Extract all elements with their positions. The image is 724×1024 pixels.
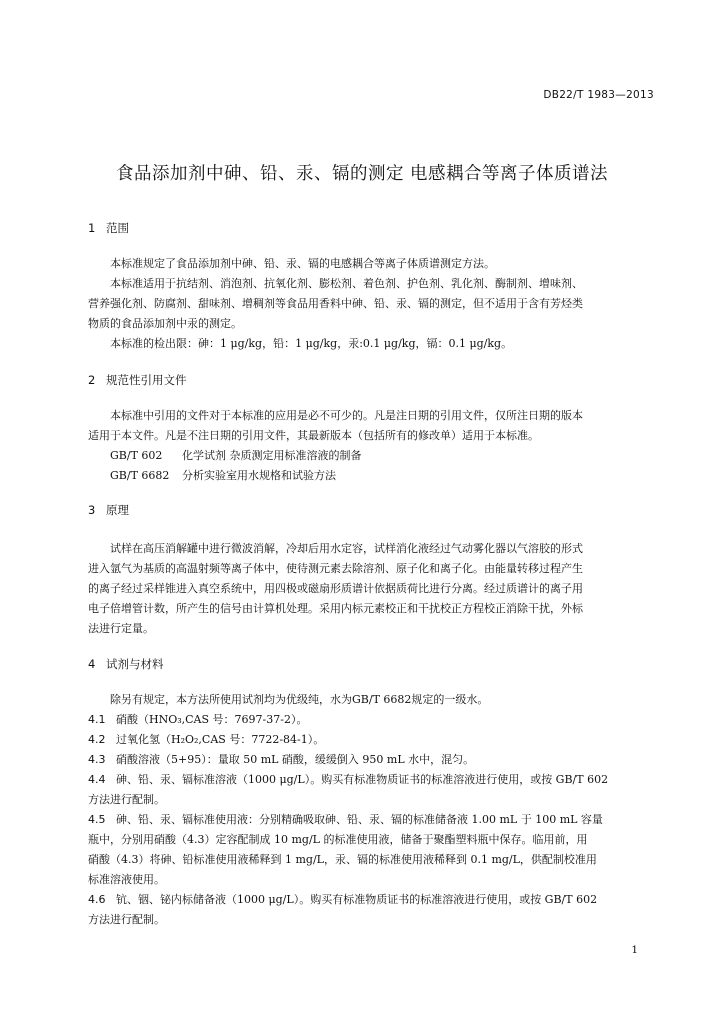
paragraph-line: 除另有规定，本方法所使用试剂均为优级纯，水为GB/T 6682规定的一级水。: [110, 693, 489, 706]
standard-code: DB22/T 1983—2013: [543, 89, 654, 101]
section-scope: [88, 218, 658, 354]
reagent-item: [88, 890, 658, 910]
reference-item: [88, 446, 658, 466]
item-continuation: 瓶中，分别用硝酸（4.3）定容配制成 10 mg/L 的标准使用液，储备于聚酯塑料瓶中保存。临用前，用: [88, 833, 588, 846]
item-number: 4.6: [88, 893, 106, 906]
item-number: 4.5: [88, 813, 106, 826]
section-title: 范围: [106, 221, 129, 235]
section-heading: [88, 218, 658, 238]
item-text: 硝酸溶液（5+95）：量取 50 mL 硝酸，缓缓倒入 950 mL 水中，混匀。: [116, 753, 475, 766]
item-number: 4.1: [88, 713, 106, 726]
section-title: 规范性引用文件: [106, 373, 187, 387]
section-heading: [88, 370, 658, 390]
section-number: 4: [88, 657, 96, 671]
paragraph-line: 物质的食品添加剂中汞的测定。: [88, 317, 242, 330]
section-number: 1: [88, 221, 96, 235]
reference-code: GB/T 6682: [110, 469, 170, 482]
reagent-item: [88, 810, 658, 830]
section-number: 2: [88, 373, 96, 387]
section-body: [88, 406, 658, 486]
reagent-item: [88, 750, 658, 770]
section-body: [88, 539, 658, 639]
item-continuation: 方法进行配制。: [88, 793, 165, 806]
paragraph-line: 适用于本文件。凡是不注日期的引用文件，其最新版本（包括所有的修改单）适用于本标准。: [88, 429, 539, 442]
item-number: 4.4: [88, 773, 106, 786]
item-number: 4.2: [88, 733, 106, 746]
item-text: 硝酸（HNO₃,CAS 号：7697-37-2）。: [116, 713, 308, 726]
item-text: 砷、铅、汞、镉标准溶液（1000 μg/L）。购买有标准物质证书的标准溶液进行使用，或按 GB/T 602: [116, 773, 609, 786]
reference-title: 分析实验室用水规格和试验方法: [182, 469, 336, 482]
section-heading: [88, 654, 658, 674]
section-body: [88, 254, 658, 354]
paragraph-line: 营养强化剂、防腐剂、甜味剂、增稠剂等食品用香料中砷、铅、汞、镉的测定，但不适用于含有芳烃类: [88, 297, 583, 310]
paragraph-line: 试样在高压消解罐中进行微波消解，冷却后用水定容，试样消化液经过气动雾化器以气溶胶的形式: [110, 542, 583, 555]
section-title: 试剂与材料: [106, 657, 164, 671]
item-text: 过氧化氢（H₂O₂,CAS 号：7722-84-1）。: [116, 733, 325, 746]
page-number: 1: [631, 944, 638, 956]
reagent-item: [88, 770, 658, 790]
paragraph-line: 进入氩气为基质的高温射频等离子体中，使待测元素去除溶剂、原子化和离子化。由能量转移过程产生: [88, 562, 583, 575]
item-text: 砷、铅、汞、镉标准使用液：分别精确吸取砷、铅、汞、镉的标准储备液 1.00 mL 于 100 mL 容量: [116, 813, 603, 826]
item-text: 钪、铟、铋内标储备液（1000 μg/L）。购买有标准物质证书的标准溶液进行使用，或按 GB/T 602: [116, 893, 598, 906]
paragraph-line: 本标准规定了食品添加剂中砷、铅、汞、镉的电感耦合等离子体质谱测定方法。: [110, 257, 495, 270]
section-heading: [88, 500, 658, 520]
reagent-item: [88, 710, 658, 730]
section-principle: [88, 500, 658, 639]
paragraph-line: 的离子经过采样锥进入真空系统中，用四极或磁扇形质谱计依据质荷比进行分离。经过质谱计的离子用: [88, 582, 583, 595]
item-continuation: 硝酸（4.3）将砷、铅标准使用液稀释到 1 mg/L，汞、镉的标准使用液稀释到 0.1 mg/L，供配制校准用: [88, 853, 597, 866]
item-continuation: 标准溶液使用。: [88, 873, 165, 886]
reference-code: GB/T 602: [110, 449, 163, 462]
item-continuation: 方法进行配制。: [88, 913, 165, 926]
item-number: 4.3: [88, 753, 106, 766]
section-title: 原理: [106, 503, 129, 517]
reference-title: 化学试剂 杂质测定用标准溶液的制备: [182, 449, 362, 462]
paragraph-line: 电子倍增管计数，所产生的信号由计算机处理。采用内标元素校正和干扰校正方程校正消除干扰，外标: [88, 602, 583, 615]
section-reagents: [88, 654, 658, 930]
paragraph-line: 本标准中引用的文件对于本标准的应用是必不可少的。凡是注日期的引用文件，仅所注日期的版本: [110, 409, 583, 422]
section-normative-references: [88, 370, 658, 486]
section-body: [88, 690, 658, 930]
section-number: 3: [88, 503, 96, 517]
paragraph-line: 本标准适用于抗结剂、消泡剂、抗氧化剂、膨松剂、着色剂、护色剂、乳化剂、酶制剂、增味剂、: [110, 277, 583, 290]
document-title: 食品添加剂中砷、铅、汞、镉的测定 电感耦合等离子体质谱法: [115, 164, 609, 184]
reagent-item: [88, 730, 658, 750]
reference-item: [88, 466, 658, 486]
paragraph-line: 本标准的检出限：砷：1 μg/kg，铅：1 μg/kg，汞:0.1 μg/kg，镉：0.1 μg/kg。: [110, 337, 513, 350]
paragraph-line: 法进行定量。: [88, 622, 154, 635]
